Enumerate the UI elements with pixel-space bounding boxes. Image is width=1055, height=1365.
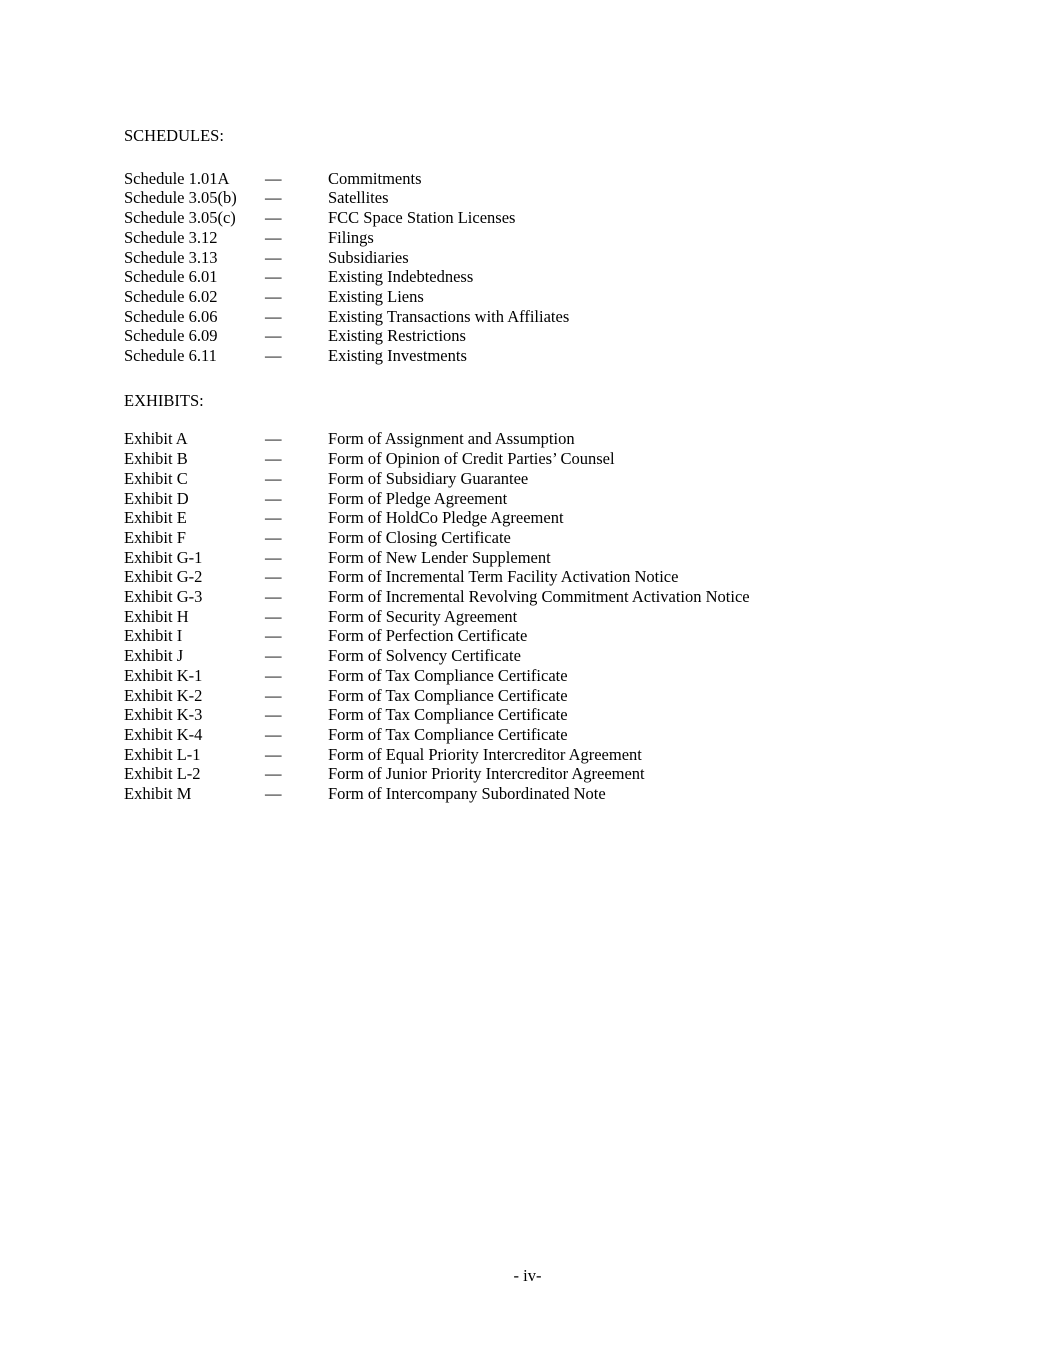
- item-label: Schedule 6.06: [124, 306, 218, 326]
- list-item: [124, 169, 995, 189]
- separator-dash: —: [265, 508, 282, 528]
- separator-dash: —: [265, 208, 282, 228]
- item-description: Form of Tax Compliance Certificate: [328, 665, 568, 685]
- separator-dash: —: [265, 784, 282, 804]
- separator-dash: —: [265, 744, 282, 764]
- list-item: [124, 587, 995, 607]
- list-item: [124, 208, 995, 228]
- list-item: [124, 307, 995, 327]
- item-label: Exhibit B: [124, 449, 188, 469]
- item-label: Schedule 1.01A: [124, 168, 230, 188]
- item-description: Existing Indebtedness: [328, 267, 474, 287]
- item-label: Schedule 3.13: [124, 247, 218, 267]
- list-item: [124, 784, 995, 804]
- item-label: Exhibit L-2: [124, 764, 201, 784]
- item-description: Form of Pledge Agreement: [328, 488, 508, 508]
- list-item: [124, 548, 995, 568]
- list-item: [124, 469, 995, 489]
- list-item: [124, 764, 995, 784]
- item-label: Exhibit G-2: [124, 567, 203, 587]
- item-label: Schedule 6.11: [124, 346, 217, 366]
- list-item: [124, 508, 995, 528]
- list-item: [124, 188, 995, 208]
- exhibits-heading: EXHIBITS:: [124, 390, 204, 410]
- separator-dash: —: [265, 429, 282, 449]
- list-item: [124, 626, 995, 646]
- item-label: Schedule 6.01: [124, 267, 218, 287]
- list-item: [124, 528, 995, 548]
- item-label: Exhibit A: [124, 429, 188, 449]
- item-description: Commitments: [328, 168, 422, 188]
- separator-dash: —: [265, 188, 282, 208]
- list-item: [124, 745, 995, 765]
- item-description: Form of Perfection Certificate: [328, 626, 528, 646]
- list-item: [124, 449, 995, 469]
- item-description: Form of Equal Priority Intercreditor Agreement: [328, 744, 642, 764]
- list-item: [124, 228, 995, 248]
- separator-dash: —: [265, 665, 282, 685]
- item-description: Form of Tax Compliance Certificate: [328, 724, 568, 744]
- item-label: Exhibit D: [124, 488, 189, 508]
- separator-dash: —: [265, 247, 282, 267]
- item-description: Form of Intercompany Subordinated Note: [328, 784, 606, 804]
- item-description: FCC Space Station Licenses: [328, 208, 516, 228]
- item-description: Form of Junior Priority Intercreditor Agreement: [328, 764, 645, 784]
- item-description: Existing Transactions with Affiliates: [328, 306, 570, 326]
- exhibits-list: [124, 429, 995, 803]
- item-label: Exhibit K-1: [124, 665, 203, 685]
- item-label: Exhibit K-2: [124, 685, 203, 705]
- list-item: [124, 646, 995, 666]
- item-description: Filings: [328, 227, 374, 247]
- separator-dash: —: [265, 705, 282, 725]
- item-description: Form of Incremental Revolving Commitment Activation Notice: [328, 587, 750, 607]
- separator-dash: —: [265, 606, 282, 626]
- item-label: Schedule 3.05(c): [124, 208, 236, 228]
- item-label: Schedule 3.05(b): [124, 188, 237, 208]
- item-label: Schedule 6.09: [124, 326, 218, 346]
- separator-dash: —: [265, 168, 282, 188]
- list-item: [124, 567, 995, 587]
- list-item: [124, 287, 995, 307]
- item-description: Existing Liens: [328, 286, 424, 306]
- separator-dash: —: [265, 626, 282, 646]
- item-description: Form of Incremental Term Facility Activation Notice: [328, 567, 679, 587]
- separator-dash: —: [265, 346, 282, 366]
- separator-dash: —: [265, 567, 282, 587]
- list-item: [124, 429, 995, 449]
- separator-dash: —: [265, 227, 282, 247]
- item-description: Form of Security Agreement: [328, 606, 518, 626]
- schedules-section: [124, 126, 995, 366]
- item-label: Exhibit E: [124, 508, 187, 528]
- item-description: Form of Opinion of Credit Parties’ Counsel: [328, 449, 615, 469]
- page-number-footer: - iv-: [513, 1266, 542, 1285]
- separator-dash: —: [265, 724, 282, 744]
- item-description: Form of Assignment and Assumption: [328, 429, 575, 449]
- item-description: Form of Tax Compliance Certificate: [328, 705, 568, 725]
- list-item: [124, 705, 995, 725]
- item-description: Existing Investments: [328, 346, 467, 366]
- item-label: Schedule 3.12: [124, 227, 218, 247]
- item-label: Exhibit C: [124, 468, 188, 488]
- list-item: [124, 346, 995, 366]
- separator-dash: —: [265, 306, 282, 326]
- item-description: Form of Subsidiary Guarantee: [328, 468, 529, 488]
- item-label: Exhibit H: [124, 606, 189, 626]
- separator-dash: —: [265, 685, 282, 705]
- separator-dash: —: [265, 547, 282, 567]
- separator-dash: —: [265, 449, 282, 469]
- list-item: [124, 326, 995, 346]
- item-label: Exhibit I: [124, 626, 183, 646]
- item-description: Form of Tax Compliance Certificate: [328, 685, 568, 705]
- item-label: Schedule 6.02: [124, 286, 218, 306]
- separator-dash: —: [265, 527, 282, 547]
- item-label: Exhibit K-3: [124, 705, 203, 725]
- list-item: [124, 248, 995, 268]
- schedules-heading: SCHEDULES:: [124, 126, 224, 145]
- schedules-list: [124, 169, 995, 366]
- separator-dash: —: [265, 267, 282, 287]
- list-item: [124, 607, 995, 627]
- item-description: Form of New Lender Supplement: [328, 547, 551, 567]
- exhibits-section: [124, 391, 995, 804]
- item-label: Exhibit G-1: [124, 547, 203, 567]
- item-label: Exhibit G-3: [124, 587, 203, 607]
- page-content: [124, 126, 995, 804]
- list-item: [124, 725, 995, 745]
- separator-dash: —: [265, 468, 282, 488]
- separator-dash: —: [265, 646, 282, 666]
- list-item: [124, 686, 995, 706]
- item-description: Form of Solvency Certificate: [328, 646, 521, 666]
- item-description: Satellites: [328, 188, 389, 208]
- item-label: Exhibit K-4: [124, 724, 203, 744]
- separator-dash: —: [265, 326, 282, 346]
- list-item: [124, 489, 995, 509]
- separator-dash: —: [265, 286, 282, 306]
- item-label: Exhibit F: [124, 527, 186, 547]
- item-label: Exhibit M: [124, 784, 192, 804]
- item-description: Subsidiaries: [328, 247, 409, 267]
- item-description: Existing Restrictions: [328, 326, 466, 346]
- separator-dash: —: [265, 587, 282, 607]
- item-description: Form of Closing Certificate: [328, 527, 511, 547]
- list-item: [124, 267, 995, 287]
- item-description: Form of HoldCo Pledge Agreement: [328, 508, 564, 528]
- list-item: [124, 666, 995, 686]
- item-label: Exhibit L-1: [124, 744, 201, 764]
- item-label: Exhibit J: [124, 646, 184, 666]
- separator-dash: —: [265, 764, 282, 784]
- separator-dash: —: [265, 488, 282, 508]
